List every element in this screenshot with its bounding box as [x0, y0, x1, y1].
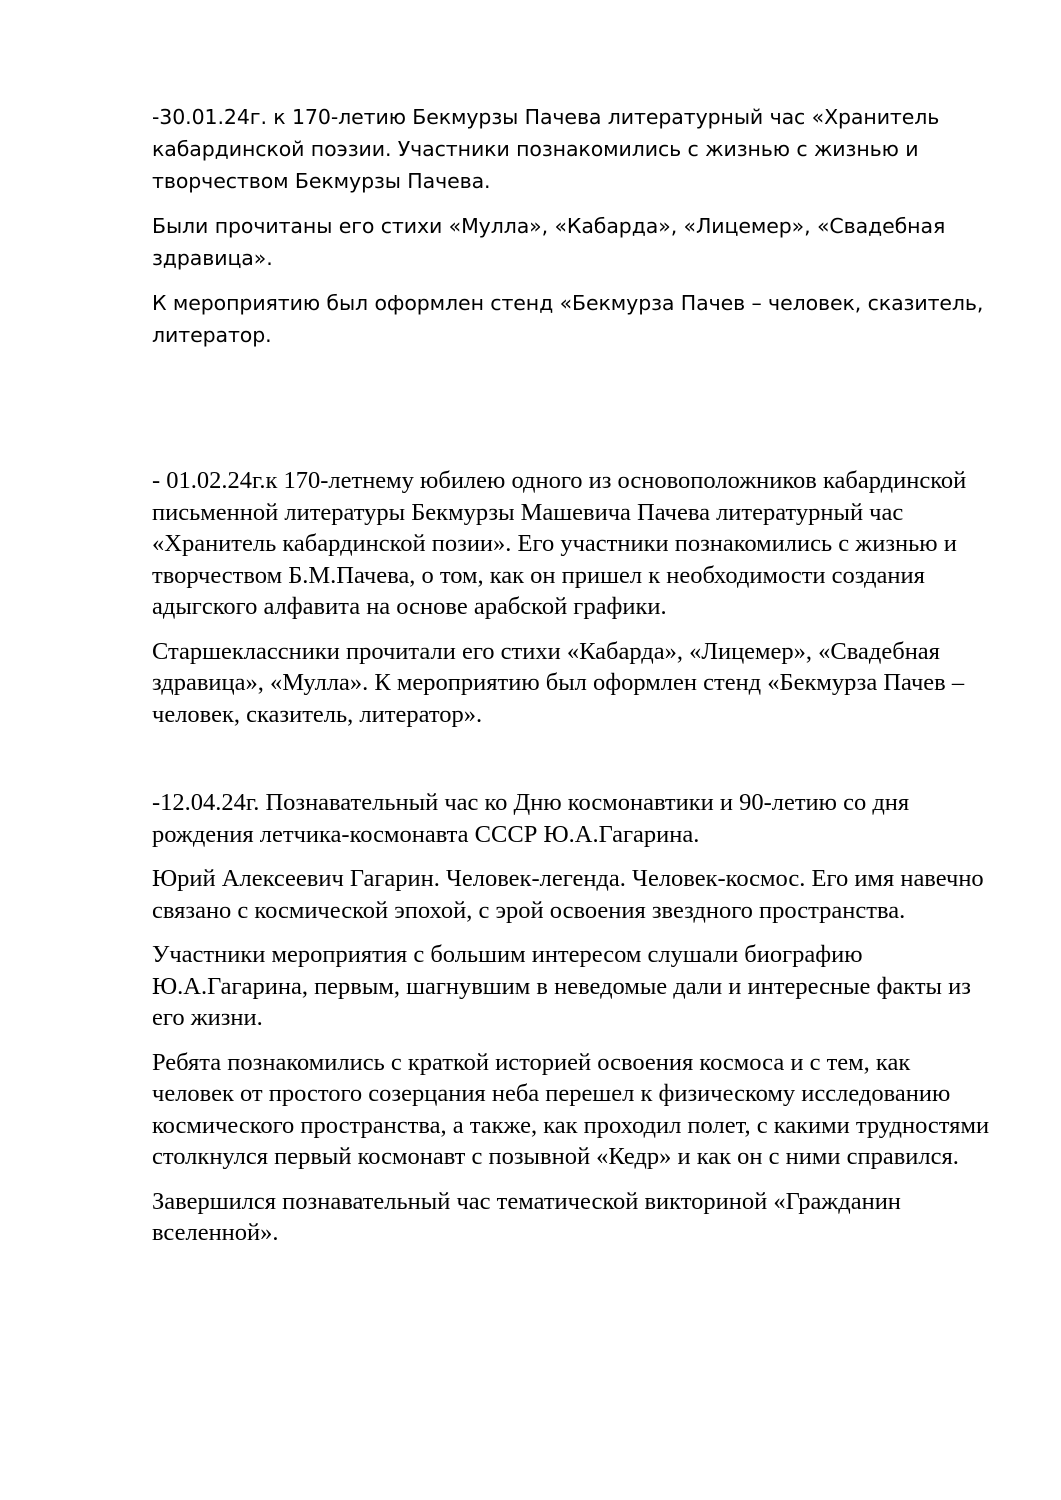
paragraph: - 01.02.24г.к 170-летнему юбилею одного из основоположников кабардинской письменной литературы Бекмурзы Машевича Пачева литературный час «Хранитель кабардинской позии». Его участники познакомились с жизнью и творчеством Б.М.Пачева, о том, как он пришел к необходимости создания адыгского алфавита на основе арабской графики.	[152, 467, 967, 620]
paragraph: -30.01.24г. к 170-летию Бекмурзы Пачева литературный час «Хранитель кабардинской поэзии. Участники познакомились с жизнью с жизнью и творчеством Бекмурзы Пачева.	[152, 105, 940, 193]
paragraph: Старшеклассники прочитали его стихи «Кабарда», «Лицемер», «Свадебная здравица», «Мулла». К мероприятию был оформлен стенд «Бекмурза Пачев – человек, сказитель, литератор».	[152, 637, 965, 728]
paragraph: Ребята познакомились с краткой историей освоения космоса и с тем, как человек от простого созерцания неба перешел к физическому исследованию космического пространства, а также, как проходил полет, с какими трудностями столкнулся первый космонавт с позывной «Кедр» и как он с ними справился.	[152, 1048, 990, 1170]
section-pachev-event-jan	[152, 101, 992, 364]
section-gagarin-event	[152, 787, 992, 1262]
paragraph: Юрий Алексеевич Гагарин. Человек-легенда. Человек-космос. Его имя навечно связано с космической эпохой, с эрой освоения звездного пространства.	[152, 865, 984, 924]
paragraph: Завершился познавательный час тематической викториной «Гражданин вселенной».	[152, 1187, 901, 1246]
paragraph: Участники мероприятия с большим интересом слушали биографию Ю.А.Гагарина, первым, шагнувшим в неведомые дали и интересные факты из его жизни.	[152, 941, 971, 1031]
paragraph: Были прочитаны его стихи «Мулла», «Кабарда», «Лицемер», «Свадебная здравица».	[152, 214, 946, 270]
paragraph: -12.04.24г. Познавательный час ко Дню космонавтики и 90-летию со дня рождения летчика-космонавта СССР Ю.А.Гагарина.	[152, 789, 910, 848]
section-pachev-event-feb	[152, 465, 992, 743]
paragraph: К мероприятию был оформлен стенд «Бекмурза Пачев – человек, сказитель, литератор.	[152, 291, 984, 347]
